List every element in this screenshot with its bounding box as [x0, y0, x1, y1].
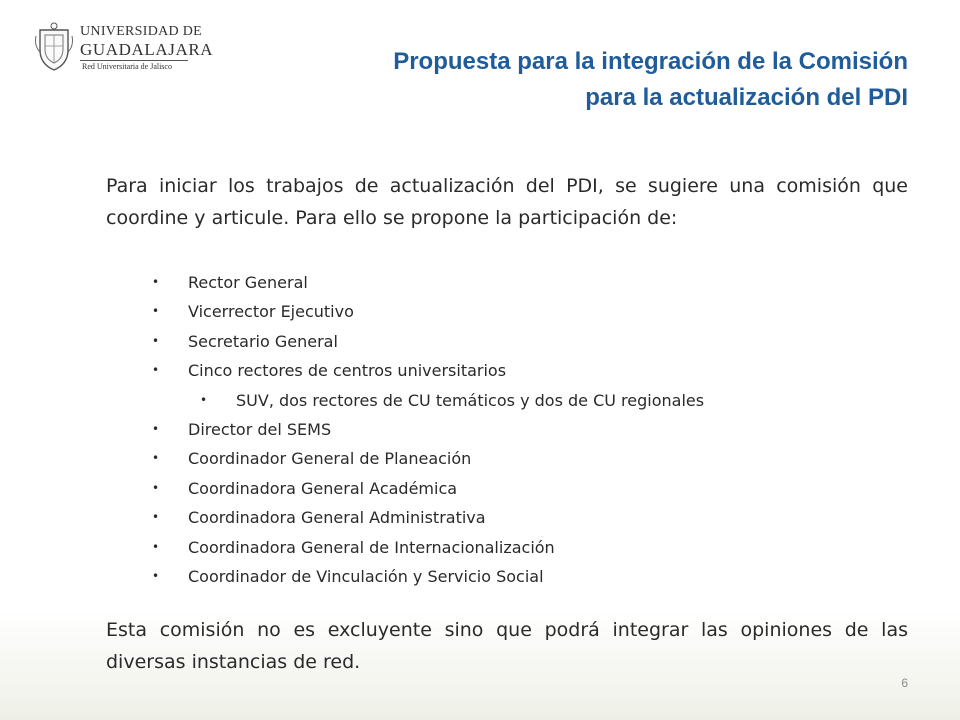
bullet-icon: • — [152, 304, 160, 319]
list-item-text: Vicerrector Ejecutivo — [188, 302, 354, 322]
list-item — [152, 327, 912, 356]
logo-university-label: UNIVERSIDAD DE — [80, 24, 203, 39]
logo-guadalajara-label: GUADALAJARA — [80, 40, 214, 59]
list-item-text: Coordinadora General Académica — [188, 478, 458, 498]
list-item — [152, 356, 912, 385]
list-item-text: Secretario General — [188, 331, 338, 351]
slide-title-line-2: para la actualización del PDI — [585, 84, 908, 111]
list-item — [152, 444, 912, 473]
closing-paragraph: Esta comisión no es excluyente sino que podrá integrar las opiniones de las diversas instancias de red. — [106, 619, 908, 673]
bullet-icon: • — [152, 363, 160, 378]
list-item — [152, 415, 912, 444]
intro-paragraph: Para iniciar los trabajos de actualización del PDI, se sugiere una comisión que coordine y articule. Para ello se propone la participación de: — [106, 175, 908, 229]
logo-subtitle: Red Universitaria de Jalisco — [82, 62, 172, 71]
bullet-icon: • — [152, 510, 160, 525]
list-item-text: Cinco rectores de centros universitarios — [188, 361, 507, 381]
list-item-text: Coordinadora General Administrativa — [188, 508, 486, 528]
bullet-icon: • — [152, 275, 160, 289]
list-item-text: Coordinador de Vinculación y Servicio Social — [188, 566, 544, 586]
bullet-icon: • — [152, 568, 160, 583]
list-item-text: Coordinadora General de Internacionalización — [188, 537, 555, 557]
logo-divider — [80, 60, 188, 61]
list-item — [152, 268, 912, 297]
list-item-text: Coordinador General de Planeación — [188, 449, 472, 469]
slide-title-line-1: Propuesta para la integración de la Comisión — [393, 48, 908, 75]
list-item-text: Director del SEMS — [188, 419, 332, 439]
bullet-icon: • — [152, 480, 160, 495]
list-item-text: SUV, dos rectores de CU temáticos y dos de CU regionales — [236, 390, 705, 410]
list-item — [152, 297, 912, 326]
list-item — [152, 533, 912, 562]
university-logo — [34, 20, 234, 75]
bullet-icon: • — [152, 539, 160, 554]
university-seal-icon — [34, 22, 74, 72]
list-item — [152, 474, 912, 503]
list-item — [152, 562, 912, 591]
bullet-icon: • — [152, 333, 160, 348]
slide-title — [393, 44, 908, 116]
list-item — [152, 503, 912, 532]
bullet-icon: • — [152, 451, 160, 466]
list-item-text: Rector General — [188, 273, 308, 292]
participants-list — [152, 268, 912, 591]
sub-list-item — [152, 386, 912, 415]
bullet-icon: • — [200, 392, 208, 407]
bullet-icon: • — [152, 421, 160, 436]
page-number: 6 — [901, 676, 908, 690]
